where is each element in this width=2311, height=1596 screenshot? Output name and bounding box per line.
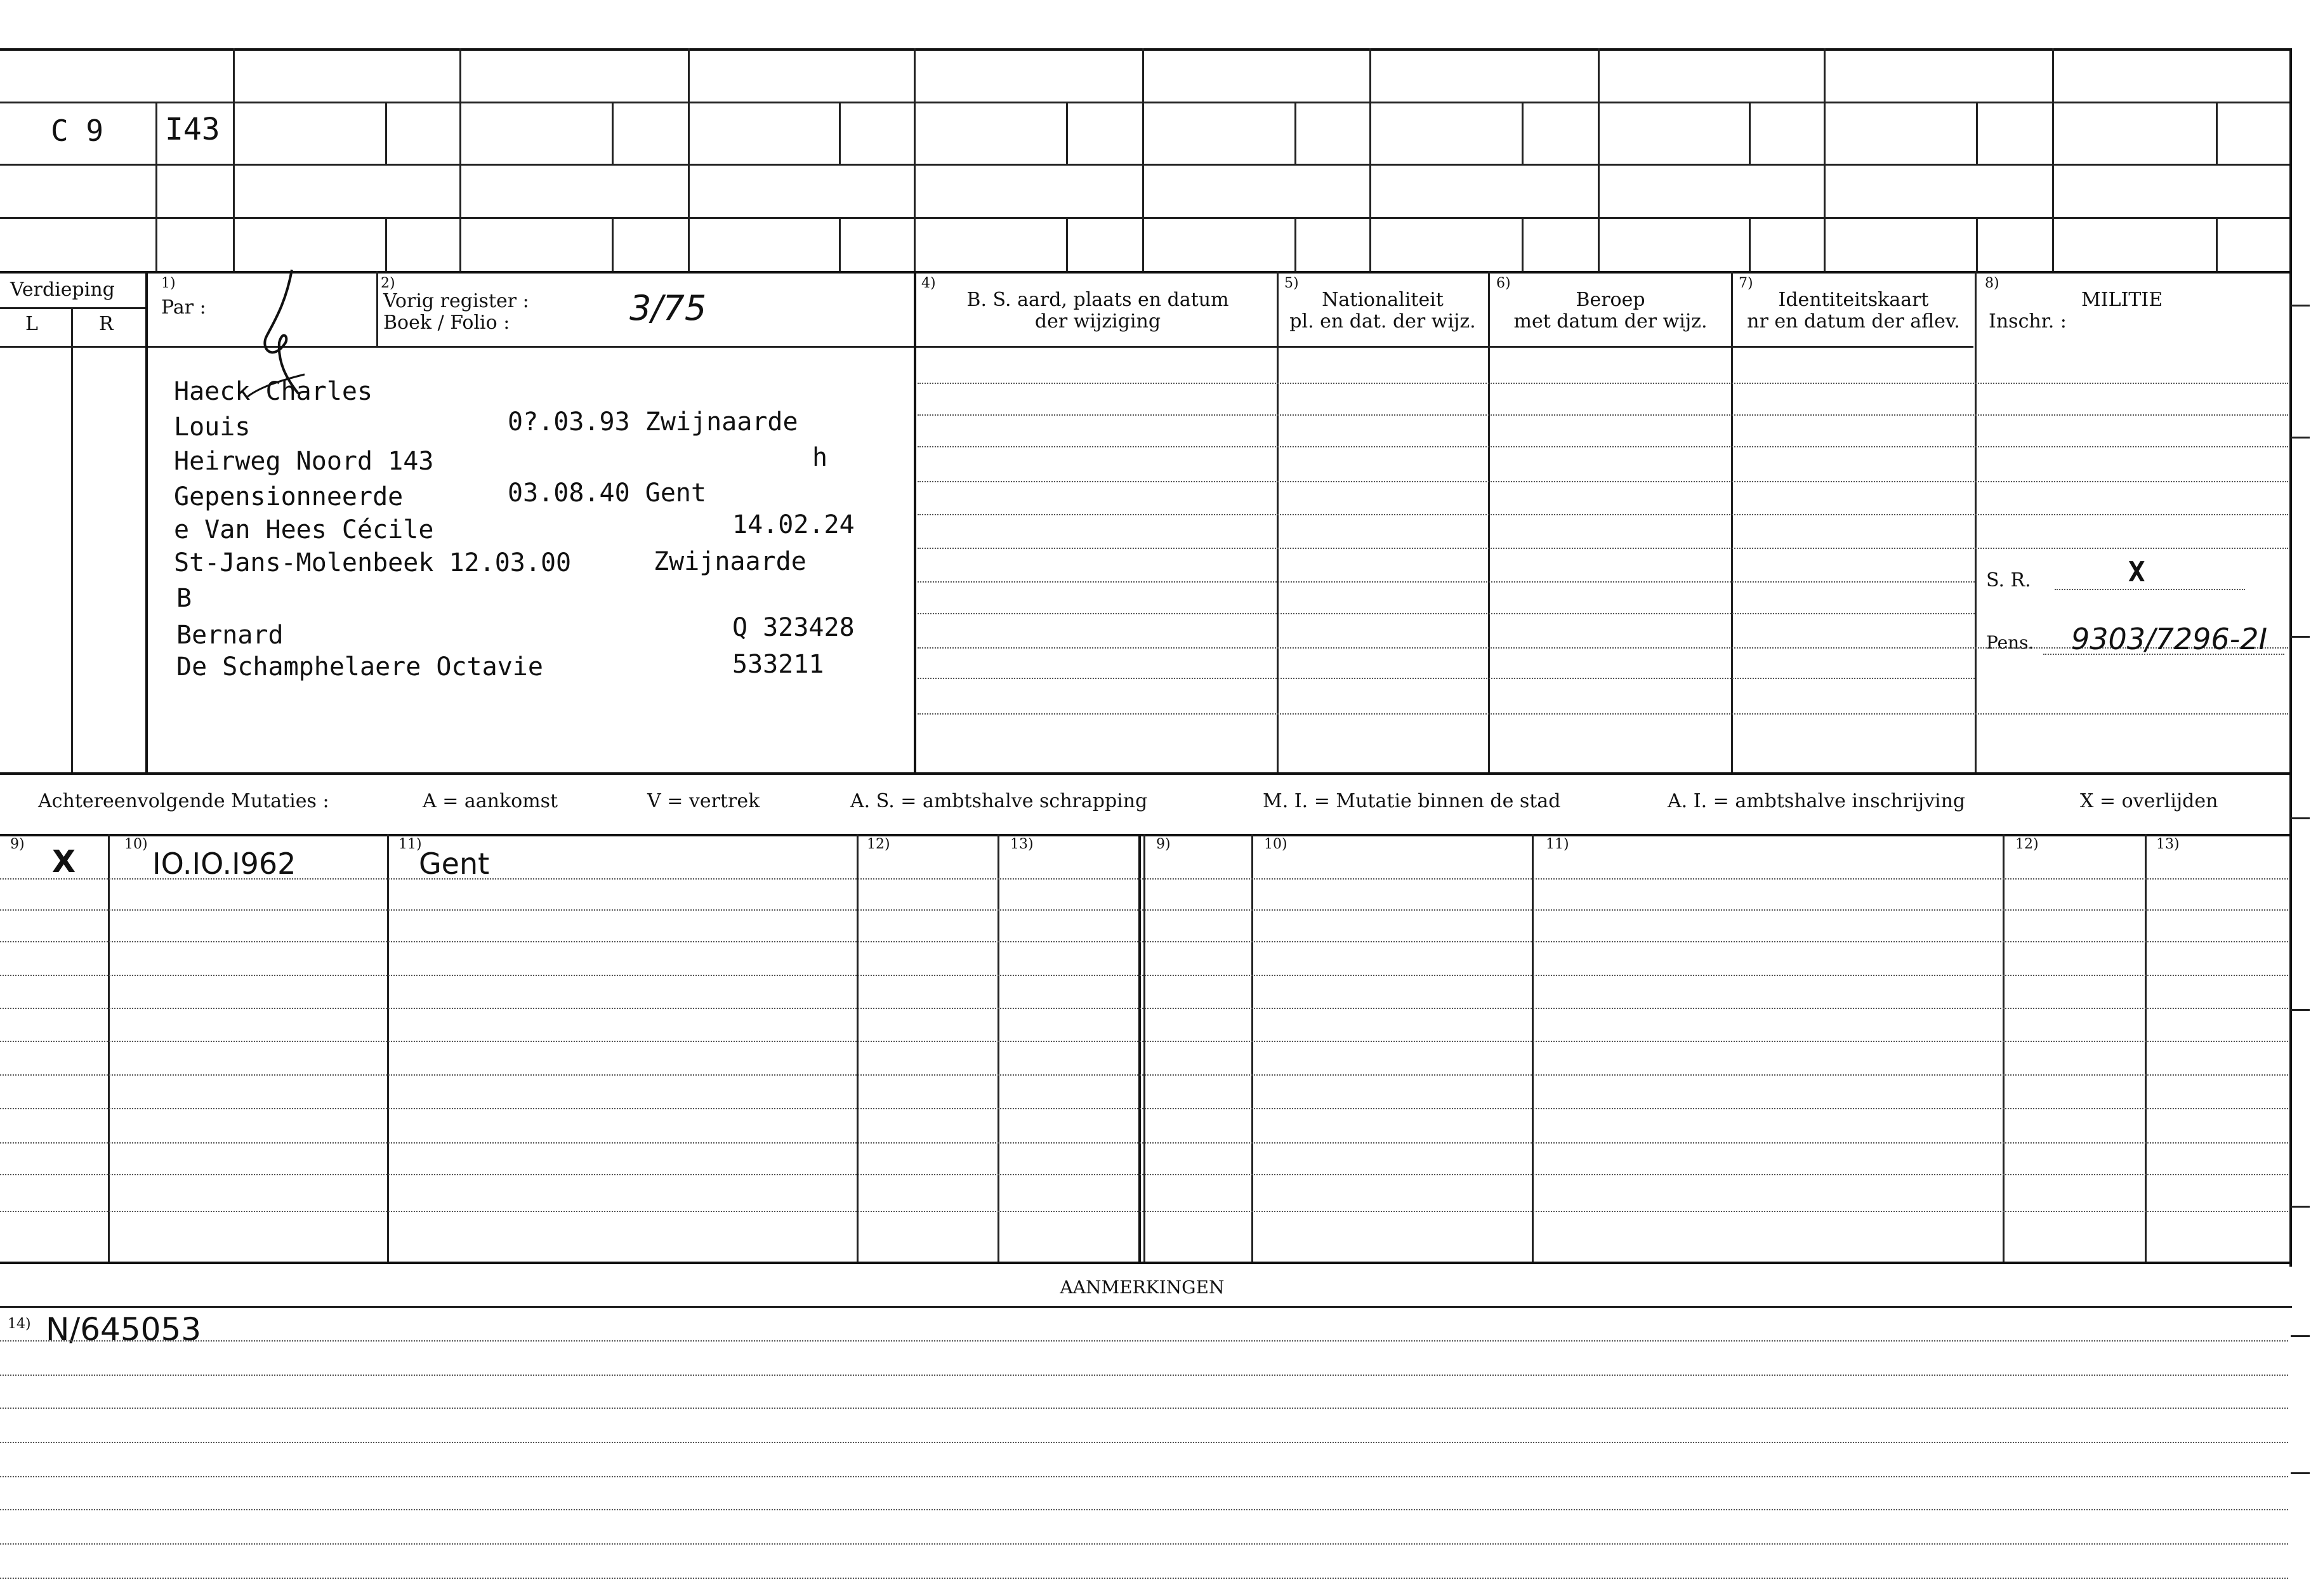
person-parent1: Bernard <box>176 621 284 650</box>
sr-dotline <box>2055 589 2245 590</box>
ruled-line <box>0 1142 2288 1144</box>
margin-tick <box>2291 1335 2310 1337</box>
card-section-code: C 9 <box>51 114 104 148</box>
ruled-line <box>0 941 2288 942</box>
legend-title: Achtereenvolgende Mutaties : <box>38 790 329 812</box>
identiteitskaart-header <box>1732 289 1975 333</box>
grid-vline <box>385 102 387 165</box>
pens-value: 9303/7296-2I <box>2071 622 2268 656</box>
bs-header-line2: der wijziging <box>1034 310 1161 333</box>
remarks-value: N/645053 <box>46 1311 202 1348</box>
margin-tick <box>2291 437 2310 439</box>
grid-vline <box>997 834 999 1262</box>
grid-line <box>0 1262 2292 1264</box>
nationaliteit-header <box>1278 289 1487 333</box>
grid-vline <box>1066 217 1068 271</box>
grid-vline <box>387 834 389 1262</box>
grid-line <box>914 346 1973 348</box>
legend-overlijden: X = overlijden <box>2080 790 2218 812</box>
person-birth: 0?.03.93 Zwijnaarde <box>508 407 798 437</box>
field-number: 9) <box>10 836 25 852</box>
grid-vline <box>1142 48 1144 271</box>
bs-header <box>920 289 1275 333</box>
right-border <box>2289 48 2292 1267</box>
ruled-line <box>0 1174 2288 1175</box>
ruled-line <box>918 713 2288 715</box>
pens-label: Pens. <box>1986 632 2034 653</box>
remarks-title: AANMERKINGEN <box>1060 1277 1225 1298</box>
grid-line <box>0 102 2292 103</box>
margin-tick <box>2291 1206 2310 1208</box>
vorig-register-label: Vorig register : <box>383 290 529 312</box>
grid-vline <box>2145 834 2147 1262</box>
ruled-line <box>0 1442 2288 1443</box>
field-number: 7) <box>1739 275 1753 291</box>
person-parent1-id: Q 323428 <box>732 613 855 642</box>
grid-vline <box>857 834 859 1262</box>
col-r-label: R <box>99 313 114 335</box>
grid-vline <box>612 102 614 165</box>
legend-aankomst: A = aankomst <box>423 790 558 812</box>
field-number: 1) <box>161 275 176 291</box>
grid-vline <box>914 48 916 271</box>
ruled-line <box>0 975 2288 976</box>
ruled-line <box>0 1211 2288 1212</box>
card-number: I43 <box>165 112 220 147</box>
person-name-line: Haeck Charles <box>174 377 373 406</box>
field-number: 14) <box>8 1316 31 1332</box>
grid-vline <box>385 217 387 271</box>
person-address-suffix: h <box>812 443 828 472</box>
ruled-line <box>0 1476 2288 1477</box>
ruled-line <box>0 1008 2288 1009</box>
grid-line <box>0 1306 2292 1308</box>
par-label: Par : <box>161 296 206 319</box>
identiteitskaart-line1: Identiteitskaart <box>1778 289 1929 311</box>
grid-vline <box>1824 48 1826 271</box>
person-b: B <box>176 584 192 613</box>
grid-vline <box>1251 834 1253 1262</box>
legend-mutatie: M. I. = Mutatie binnen de stad <box>1263 790 1561 812</box>
grid-vline <box>1522 102 1524 165</box>
field-number: 11) <box>1546 836 1569 852</box>
grid-line <box>0 346 914 348</box>
person-spouse: e Van Hees Cécile <box>174 515 434 544</box>
field-number: 4) <box>921 275 936 291</box>
bs-header-line1: B. S. aard, plaats en datum <box>966 289 1229 311</box>
legend-vertrek: V = vertrek <box>647 790 760 812</box>
field-number: 5) <box>1284 275 1299 291</box>
margin-tick <box>2291 636 2310 638</box>
field-number: 13) <box>2156 836 2180 852</box>
beroep-header <box>1490 289 1731 333</box>
ruled-line <box>0 1509 2288 1510</box>
field-number: 6) <box>1496 275 1511 291</box>
grid-vline <box>612 217 614 271</box>
ruled-line <box>918 581 1975 583</box>
ruled-line <box>918 678 1975 679</box>
person-spouse-place: Zwijnaarde <box>654 547 807 576</box>
margin-tick <box>2291 305 2310 307</box>
person-parent2-id: 533211 <box>732 650 824 679</box>
person-address: Heirweg Noord 143 <box>174 447 434 476</box>
top-border <box>0 48 2292 51</box>
nationaliteit-line1: Nationaliteit <box>1322 289 1444 311</box>
grid-vline <box>1749 217 1751 271</box>
identiteitskaart-line2: nr en datum der aflev. <box>1747 310 1960 333</box>
sr-value: X <box>2128 556 2145 588</box>
field-number: 10) <box>1264 836 1287 852</box>
grid-vline <box>1066 102 1068 165</box>
grid-line <box>0 271 2292 274</box>
ruled-line <box>918 514 2288 515</box>
grid-vline <box>2216 102 2218 165</box>
grid-vline <box>839 102 841 165</box>
ruled-line <box>918 446 2288 447</box>
sr-label: S. R. <box>1986 569 2031 591</box>
grid-vline <box>1277 271 1279 774</box>
beroep-line1: Beroep <box>1576 289 1645 311</box>
legend-inschrijving: A. I. = ambtshalve inschrijving <box>1668 790 1966 812</box>
grid-vline <box>376 271 378 346</box>
grid-line <box>0 307 147 309</box>
beroep-line2: met datum der wijz. <box>1513 310 1708 333</box>
grid-line <box>0 164 2292 166</box>
grid-vline <box>1369 48 1371 271</box>
grid-line <box>0 217 2292 219</box>
grid-vline <box>2003 834 2005 1262</box>
margin-tick <box>2291 1009 2310 1011</box>
field-number: 12) <box>2015 836 2039 852</box>
person-spouse-date: 14.02.24 <box>732 510 855 539</box>
field-number: 11) <box>398 836 422 852</box>
mutation-place: Gent <box>419 847 490 881</box>
grid-vline <box>233 48 235 271</box>
col-l-label: L <box>25 313 38 335</box>
ruled-line <box>0 1340 2288 1342</box>
field-number: 9) <box>1156 836 1171 852</box>
ruled-line <box>0 1543 2288 1545</box>
ruled-line <box>918 383 2288 384</box>
boek-folio-value: 3/75 <box>629 288 707 328</box>
field-number: 8) <box>1985 275 1999 291</box>
mutation-code: X <box>52 844 76 880</box>
grid-vline <box>839 217 841 271</box>
field-number: 2) <box>381 275 395 291</box>
grid-vline <box>1976 217 1978 271</box>
grid-vline <box>688 48 690 271</box>
nationaliteit-line2: pl. en dat. der wijz. <box>1289 310 1476 333</box>
grid-vline <box>2216 217 2218 271</box>
grid-vline <box>1143 834 1145 1262</box>
grid-vline <box>459 48 461 271</box>
grid-vline <box>1294 217 1296 271</box>
verdieping-label: Verdieping <box>10 279 115 301</box>
ruled-line <box>0 1375 2288 1376</box>
grid-line <box>0 834 2292 836</box>
ruled-line <box>918 613 1975 614</box>
grid-vline <box>1731 271 1733 774</box>
person-registration: 03.08.40 Gent <box>508 478 707 508</box>
grid-vline <box>71 307 73 774</box>
grid-line <box>0 772 2292 775</box>
grid-vline <box>1749 102 1751 165</box>
mutation-date: IO.IO.I962 <box>152 847 296 881</box>
inschr-label: Inschr. : <box>1989 310 2067 333</box>
person-firstname: Louis <box>174 412 251 442</box>
boek-folio-label: Boek / Folio : <box>383 312 510 334</box>
legend-schrapping: A. S. = ambtshalve schrapping <box>850 790 1148 812</box>
grid-vline <box>108 834 110 1262</box>
ruled-line <box>0 1041 2288 1042</box>
ruled-line <box>0 878 2288 880</box>
ruled-line <box>0 1408 2288 1409</box>
grid-vline <box>2052 48 2054 271</box>
grid-vline <box>1976 102 1978 165</box>
grid-vline <box>1975 271 1977 774</box>
person-occupation: Gepensionneerde <box>174 482 404 511</box>
person-parent2: De Schamphelaere Octavie <box>176 652 543 682</box>
field-number: 12) <box>867 836 890 852</box>
ruled-line <box>0 1074 2288 1076</box>
grid-vline <box>1522 217 1524 271</box>
militie-label: MILITIE <box>2081 289 2163 311</box>
grid-vline <box>914 271 916 774</box>
field-number: 10) <box>124 836 148 852</box>
ruled-line <box>0 1108 2288 1109</box>
ruled-line <box>918 481 2288 482</box>
grid-vline <box>1532 834 1534 1262</box>
ruled-line <box>0 909 2288 911</box>
grid-vline <box>1488 271 1490 774</box>
grid-vline <box>1138 834 1141 1262</box>
grid-vline <box>1598 48 1600 271</box>
margin-tick <box>2291 1472 2310 1474</box>
grid-vline <box>155 102 157 271</box>
ruled-line <box>0 1578 2288 1579</box>
ruled-line <box>918 548 2288 549</box>
field-number: 13) <box>1010 836 1034 852</box>
grid-vline <box>145 271 148 774</box>
ruled-line <box>918 414 2288 416</box>
person-spouse-birth: St-Jans-Molenbeek 12.03.00 <box>174 548 572 577</box>
margin-tick <box>2291 817 2310 819</box>
grid-vline <box>1294 102 1296 165</box>
